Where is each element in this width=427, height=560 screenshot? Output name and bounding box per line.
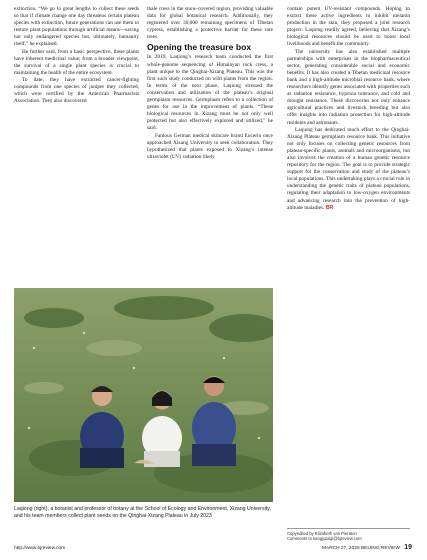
article-column-3: [287, 6, 410, 212]
copyeditor-line: Copyedited by Elizabeth van Pieraton: [287, 531, 357, 536]
paragraph: The university has also established multiple partnerships with enterprises in the biopharmaceutical sector, generating considerable social and economic benefits. It has also created a Tibetan medicinal resource bank and a high-altitude microbial resource bank, where researchers identify genes associated with properties such as radiation resistance, hypoxia tolerance, and cold and drought resistance. These discoveries not only enhance agricultural practices and livestock breeding but also offer insights into radiation protection for high-altitude residents and astronauts.: [287, 48, 410, 126]
website-link[interactable]: http://www.bjreview.com: [14, 546, 66, 551]
paragraph: He further said, from a basic perspective, these plants have inherent medicinal value; from a broader viewpoint, the survival of a single plant species is crucial to maintaining the health of the entire ecosystem.: [14, 48, 139, 76]
issue-date: MARCH 27, 2025 BEIJING REVIEW: [322, 546, 400, 551]
issue-info: [322, 544, 412, 551]
photo-caption: Laqiong (right), a botanist and professor of botany at the School of Ecology and Environment, Xizang University, and his team members collect plant seeds on the Qinghai-Xizang Plateau in July 2023: [14, 506, 271, 519]
page-footer: [14, 544, 412, 554]
paragraph: thale cress in the snow-covered region, providing valuable data for global botanical research. Additionally, they registered over 30,000 remaining specimens of Tibetan cypress, establishing a protective barrier for these rare trees.: [147, 6, 273, 41]
end-mark: BR: [325, 204, 334, 211]
paragraph: In 2019, Laqiong’s research team conducted the first whole-genome sequencing of Himalayan rock cress, a plant unique to the Qinghai-Xizang Plateau. This was the first such study conducted on wild plants from the region. In terms of the next phase, Laqiong stressed the conservation and utilization of the plateau’s original germplasm resources. Germplasm refers to a collection of genes for use in the improvement of plants. “These biological resources in Xizang must be not only well protected but also effectively explored and utilized,” he said.: [147, 54, 273, 132]
comments-line: Comments to kangjuanqi@bjreview.com: [287, 536, 362, 542]
paragraph: contain potent UV-resistant compounds. Hoping to extract these active ingredients to inhibit melanin production in the skin, they proposed a joint research project. Laqiong readily agreed, believing that Xizang’s biological resources should be used to boost local livelihoods and benefit the community.: [287, 6, 410, 48]
paragraph: Famous German medical skincare brand Eucerin once approached Xizang University to seek collaboration. They hypothesized that plants exposed to Xizang’s intense ultraviolet (UV) radiation likely: [147, 132, 273, 160]
paragraph: To date, they have extracted cancer-fighting compounds from one species of juniper they collected, which were certified by the American Pharmacists Association. They also discovered: [14, 76, 139, 105]
paragraph: extinction. “We go to great lengths to collect these seeds so that if climate change one day threatens certain plateau species with extinction, future generations can use them to restore plant populations through artificial means—saving not only endangered species but, ultimately, humanity itself,” he explained.: [14, 6, 139, 48]
field-photo-illustration: [14, 288, 273, 502]
paragraph-text: Laqiong has dedicated much effort to the Qinghai-Xizang Plateau germplasm resource bank. This initiative not only focuses on collecting genetic resources from plateau-specific plants, animals and microorganisms, but also involves the creation of a human genetic resource repository for the region. The goal is to provide strategic support for the conservation and study of the plateau’s local populations. This undertaking plays a crucial role in understanding the genetic traits of plateau populations, regulating their adaptation to low-oxygen environments and advancing research into the prevention of high-altitude maladies.: [287, 126, 410, 211]
article-column-1: [14, 6, 139, 105]
field-photo: [14, 288, 273, 502]
paragraph-final: [287, 127, 410, 212]
article-column-2: [147, 6, 273, 161]
page-number: 19: [404, 544, 412, 551]
section-subheading: Opening the treasure box: [147, 42, 252, 53]
copyedit-note: [287, 528, 410, 542]
